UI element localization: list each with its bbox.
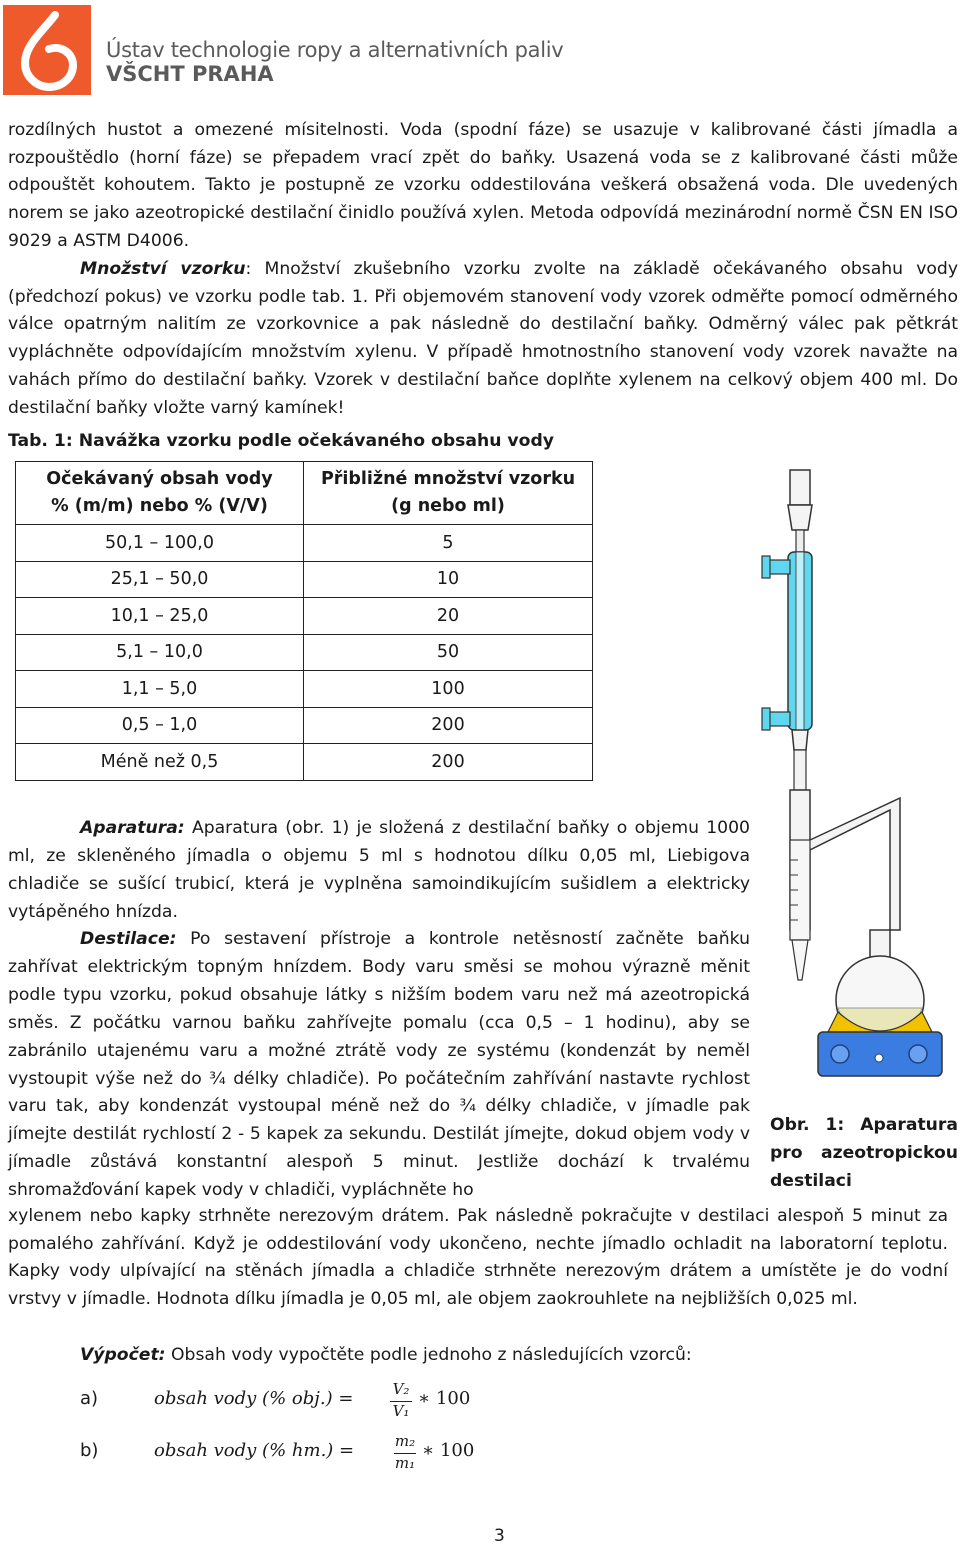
sample-paragraph xyxy=(8,256,958,422)
table-row: 5,1 – 10,0 50 xyxy=(16,634,593,671)
distillation-apparatus-figure xyxy=(760,460,960,1090)
table-row: Méně než 0,5 200 xyxy=(16,744,593,781)
institute-name: Ústav technologie ropy a alternativních paliv xyxy=(106,38,564,62)
formula-label: b) xyxy=(80,1440,99,1461)
table-caption: Tab. 1: Navážka vzorku podle očekávaného obsahu vody xyxy=(8,431,554,451)
table-row: 1,1 – 5,0 100 xyxy=(16,671,593,708)
page-number: 3 xyxy=(494,1526,505,1546)
apparatus-paragraph xyxy=(8,815,750,927)
formula-label: a) xyxy=(80,1388,99,1409)
intro-paragraph: rozdílných hustot a omezené mísitelnosti. Voda (spodní fáze) se usazuje v kalibrované části jímadla a rozpouštědlo (horní fáze) se přepadem vrací zpět do baňky. Usazená voda se z kalibrované části může odpouštět kohoutem. Takto je postupně ze vzorku oddestilována veškerá obsažená voda. Dle uvedených norem se jako azeotropické destilační činidlo používá xylen. Metoda odpovídá mezinárodní normě ČSN EN ISO 9029 a ASTM D4006. xyxy=(8,120,958,251)
formula-multiplier: ∗ 100 xyxy=(418,1388,471,1409)
formula-denominator: V₁ xyxy=(392,1402,410,1420)
distillation-text: Po sestavení přístroje a kontrole netěsností začněte baňku zahřívat elektrickým topným hnízdem. Body varu směsi se mohou výrazně měnit podle typu vzorku, pokud obsahuje látky s nižším bodem varu než má azeotropická směs. Z počátku varnou baňku zahřívejte pomalu (cca 0,5 – 1 hodinu), aby se zabránilo utajenému varu a možné ztrátě vody ze systému (kondenzát by neměl vystoupit výše než do ¾ délky chladiče). Po počátečním zahřívání nastavte rychlost varu tak, aby kondenzát vystoupal méně než do ¾ délky chladiče, v jímadle pak jímejte destilát rychlostí 2 - 5 kapek za sekundu. Destilát jímejte, dokud objem vody v jímadle zůstává konstantní alespoň 5 minut. Jestliže dochází k trvalému shromažďování kapek vody v chladiči, vypláchněte ho xyxy=(8,929,750,1201)
formula-numerator: V₂ xyxy=(392,1380,410,1398)
sample-amount-table xyxy=(15,461,593,781)
distillation-label: Destilace: xyxy=(80,929,177,949)
page-header xyxy=(0,0,960,100)
distillation-continued: xylenem nebo kapky strhněte nerezovým drátem. Pak následně pokračujte v destilaci alespoň 5 minut za pomalého zahřívání. Když je oddestilování vody ukončeno, nechte jímadlo ochladit na laboratorní teplotu. Kapky vody ulpívající na stěnách jímadla a chladiče strhněte nerezovým drátem a umístěte je do vodní vrstvy v jímadle. Hodnota dílku jímadla je 0,05 ml, ale objem zaokrouhlete na nejbližších 0,025 ml. xyxy=(8,1206,948,1310)
distillation-paragraph xyxy=(8,926,750,1205)
table-header-cell: Očekávaný obsah vody % (m/m) nebo % (V/V) xyxy=(16,462,304,525)
formula-multiplier: ∗ 100 xyxy=(422,1440,475,1461)
figure-caption: Obr. 1: Aparatura pro azeotropickou destilaci xyxy=(770,1115,958,1191)
table-row: 50,1 – 100,0 5 xyxy=(16,525,593,562)
calculation-paragraph xyxy=(8,1342,958,1370)
formula-expression: obsah vody (% obj.) = xyxy=(154,1388,354,1409)
table-header-cell: Přibližné množství vzorku (g nebo ml) xyxy=(304,462,593,525)
sample-text: : Množství zkušebního vzorku zvolte na základě očekávaného obsahu vody (předchozí pokus) ve vzorku podle tab. 1. Při objemovém stanovení vody vzorek odměřte pomocí odměrného válce opatrným nalitím ze vzorkovnice a pak následně do destilační baňky. Odměrný válec pak pětkrát vypláchněte odpovídajícím množstvím xylenu. V případě hmotnostního stanovení vody vzorek navažte na vahách přímo do destilační baňky. Vzorek v destilační baňce doplňte xylenem na celkový objem 400 ml. Do destilační baňky vložte varný kamínek! xyxy=(8,259,958,418)
table-row: 25,1 – 50,0 10 xyxy=(16,561,593,598)
calculation-label: Výpočet: xyxy=(80,1345,166,1365)
table-row: 0,5 – 1,0 200 xyxy=(16,707,593,744)
university-name: VŠCHT PRAHA xyxy=(106,62,274,86)
formula-denominator: m₁ xyxy=(394,1454,416,1472)
table-row: 10,1 – 25,0 20 xyxy=(16,598,593,635)
formula-expression: obsah vody (% hm.) = xyxy=(154,1440,355,1461)
apparatus-label: Aparatura: xyxy=(80,818,185,838)
vscht-logo xyxy=(3,5,91,95)
apparatus-text: Aparatura (obr. 1) je složená z destilační baňky o objemu 1000 ml, ze skleněného jímadla o objemu 5 ml s hodnotou dílku 0,05 ml, Liebigova chladiče se sušící trubicí, která je vyplněna samoindikujícím sušidlem a elektricky vytápěného hnízda. xyxy=(8,818,750,922)
table-header-row xyxy=(16,462,593,525)
sample-label: Množství vzorku xyxy=(80,259,246,279)
formula-numerator: m₂ xyxy=(394,1432,416,1450)
calculation-text: Obsah vody vypočtěte podle jednoho z následujících vzorců: xyxy=(165,1345,692,1365)
